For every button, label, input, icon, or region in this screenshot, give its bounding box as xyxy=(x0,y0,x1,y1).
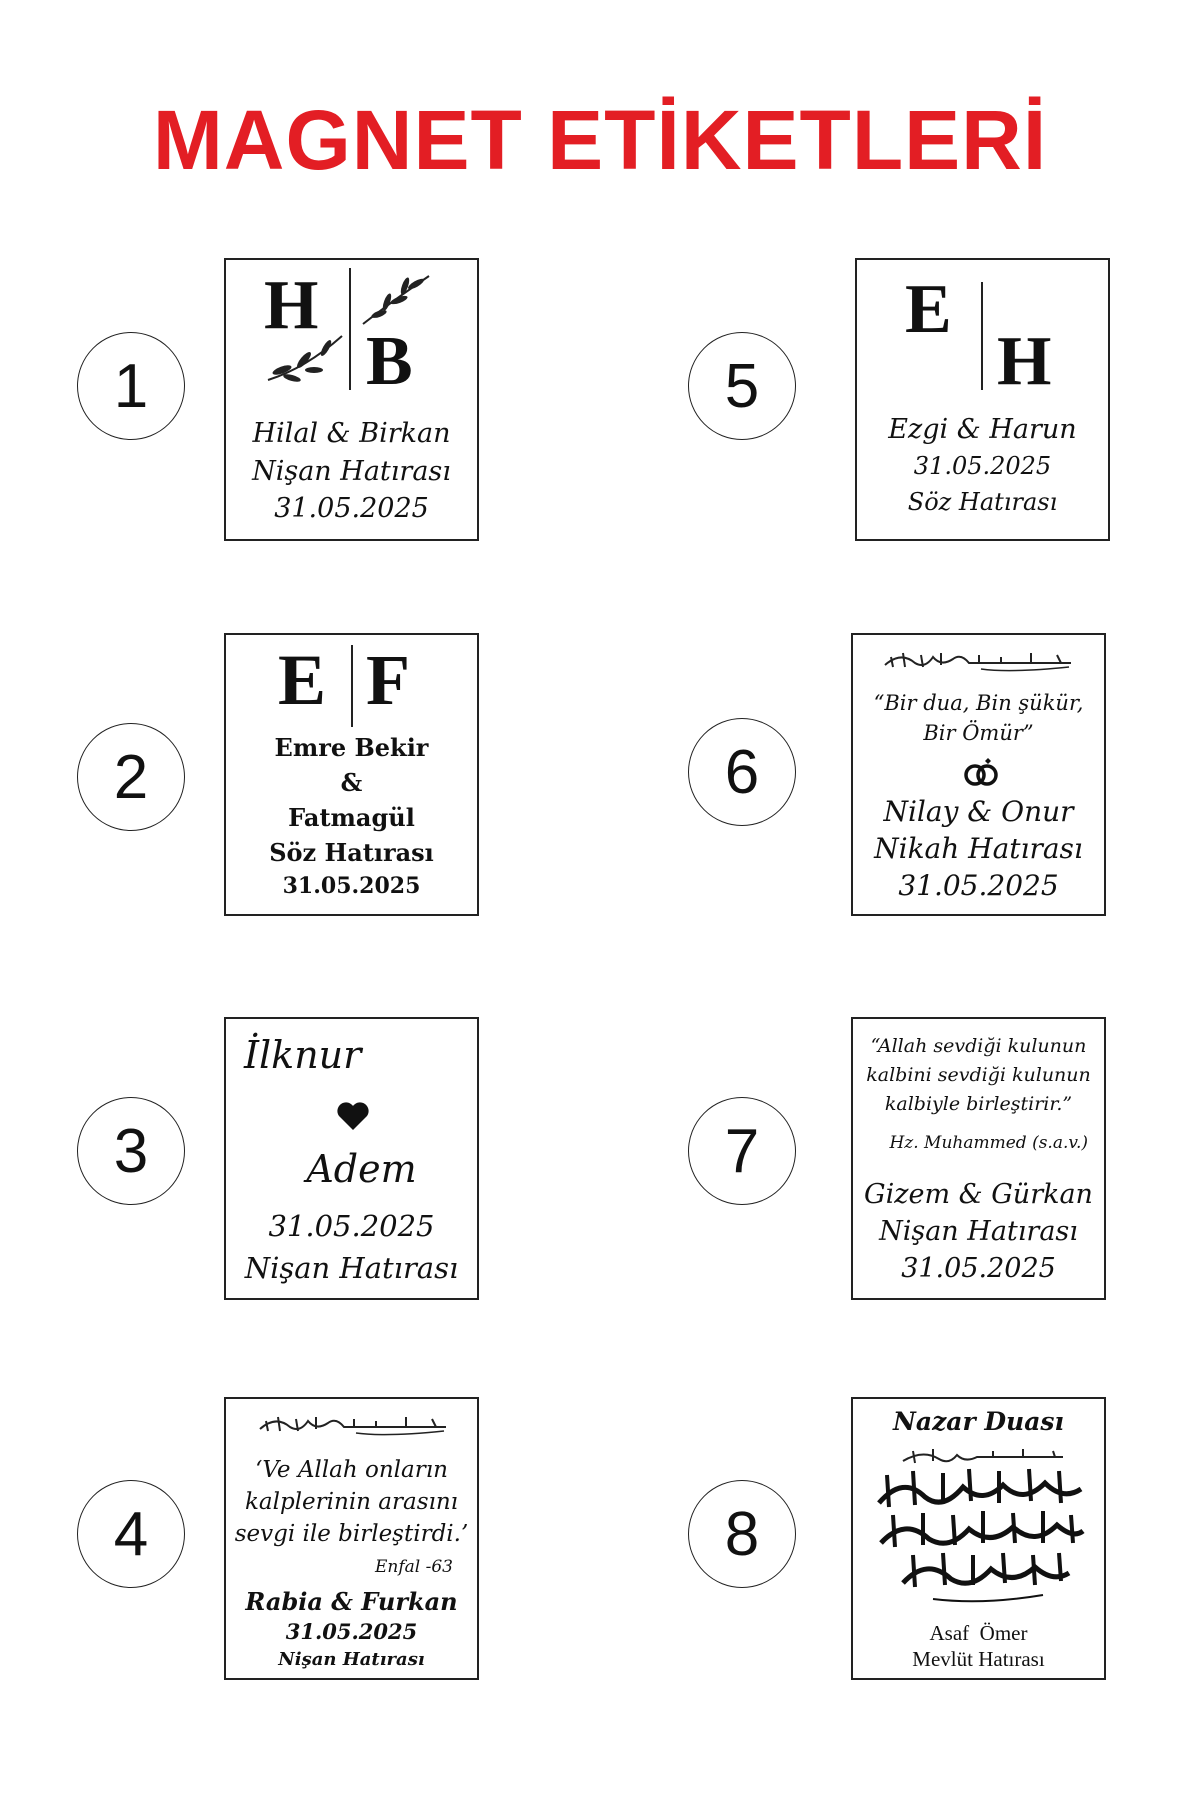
label-date: 31.05.2025 xyxy=(282,873,421,899)
label-date: 31.05.2025 xyxy=(285,1619,418,1644)
label-card-2 xyxy=(224,633,479,916)
label-occasion: Nişan Hatırası xyxy=(278,1649,425,1670)
label-names: Rabia & Furkan xyxy=(245,1587,458,1616)
label-names: Asaf Ömer xyxy=(929,1621,1028,1645)
label-card-4 xyxy=(224,1397,479,1680)
quote-line-1: “Allah sevdiği kulunun xyxy=(870,1035,1087,1057)
label-occasion: Nikah Hatırası xyxy=(874,832,1083,865)
label-number-3: 3 xyxy=(77,1097,185,1205)
label-card-1 xyxy=(224,258,479,541)
monogram-left: E xyxy=(278,640,327,720)
label-number-6: 6 xyxy=(688,718,796,826)
label-date: 31.05.2025 xyxy=(913,452,1052,480)
label-number-1: 1 xyxy=(77,332,185,440)
page-title: MAGNET ETİKETLERİ xyxy=(152,93,1048,187)
label-date: 31.05.2025 xyxy=(274,493,429,524)
label-names: Hilal & Birkan xyxy=(252,418,451,449)
label-card-6 xyxy=(851,633,1106,916)
quote-line-3: sevgi ile birleştirdi.’ xyxy=(234,1521,469,1547)
nazar-dua-calligraphy-icon xyxy=(873,1445,1087,1605)
monogram-right: B xyxy=(366,323,413,400)
heart-icon xyxy=(336,1101,370,1131)
label-number-2: 2 xyxy=(77,723,185,831)
label-names: Gizem & Gürkan xyxy=(864,1179,1093,1210)
monogram-left: H xyxy=(264,267,319,344)
label-number-5: 5 xyxy=(688,332,796,440)
label-names: Nilay & Onur xyxy=(883,795,1074,828)
label-occasion: Mevlüt Hatırası xyxy=(912,1647,1045,1671)
quote-line-2: kalplerinin arasını xyxy=(244,1489,459,1515)
label-card-5 xyxy=(855,258,1110,541)
label-occasion: Nişan Hatırası xyxy=(879,1216,1078,1247)
monogram-divider xyxy=(351,645,353,727)
quote-line-2: kalbini sevdiği kulunun xyxy=(866,1064,1091,1086)
quote-source: Enfal -63 xyxy=(374,1557,453,1577)
leaf-branch-icon xyxy=(361,272,431,327)
basmala-calligraphy-icon xyxy=(881,647,1076,673)
label-occasion: Söz Hatırası xyxy=(907,488,1058,516)
quote-line-1: “Bir dua, Bin şükür, xyxy=(873,691,1084,715)
monogram-left: E xyxy=(905,271,952,348)
quote-line-3: kalbiyle birleştirir.” xyxy=(884,1093,1073,1115)
label-card-3 xyxy=(224,1017,479,1300)
label-date: 31.05.2025 xyxy=(901,1253,1056,1284)
label-name-2: Fatmagül xyxy=(288,803,415,832)
label-name-1: Emre Bekir xyxy=(274,733,429,762)
quote-line-2: Bir Ömür” xyxy=(923,721,1034,745)
monogram-divider xyxy=(981,282,983,390)
label-card-8 xyxy=(851,1397,1106,1680)
label-occasion: Nişan Hatırası xyxy=(244,1251,459,1285)
quote-line-1: ‘Ve Allah onların xyxy=(255,1457,448,1483)
monogram-divider xyxy=(349,268,351,390)
label-occasion: Söz Hatırası xyxy=(269,838,434,867)
label-heading: Nazar Duası xyxy=(893,1407,1064,1436)
monogram-right: F xyxy=(366,640,410,720)
label-date: 31.05.2025 xyxy=(268,1209,435,1243)
label-name-top: İlknur xyxy=(244,1033,362,1077)
label-number-7: 7 xyxy=(688,1097,796,1205)
label-date: 31.05.2025 xyxy=(898,869,1059,902)
label-occasion: Nişan Hatırası xyxy=(252,456,451,487)
basmala-calligraphy-icon xyxy=(256,1411,451,1437)
label-card-7 xyxy=(851,1017,1106,1300)
label-number-8: 8 xyxy=(688,1480,796,1588)
label-names: Ezgi & Harun xyxy=(888,414,1077,445)
label-ampersand: & xyxy=(340,768,363,797)
wedding-rings-icon xyxy=(961,757,1001,787)
label-name-bottom: Adem xyxy=(306,1147,417,1191)
monogram-right: H xyxy=(997,323,1052,400)
label-number-4: 4 xyxy=(77,1480,185,1588)
leaf-branch-icon xyxy=(266,332,344,384)
quote-source: Hz. Muhammed (s.a.v.) xyxy=(889,1133,1088,1153)
